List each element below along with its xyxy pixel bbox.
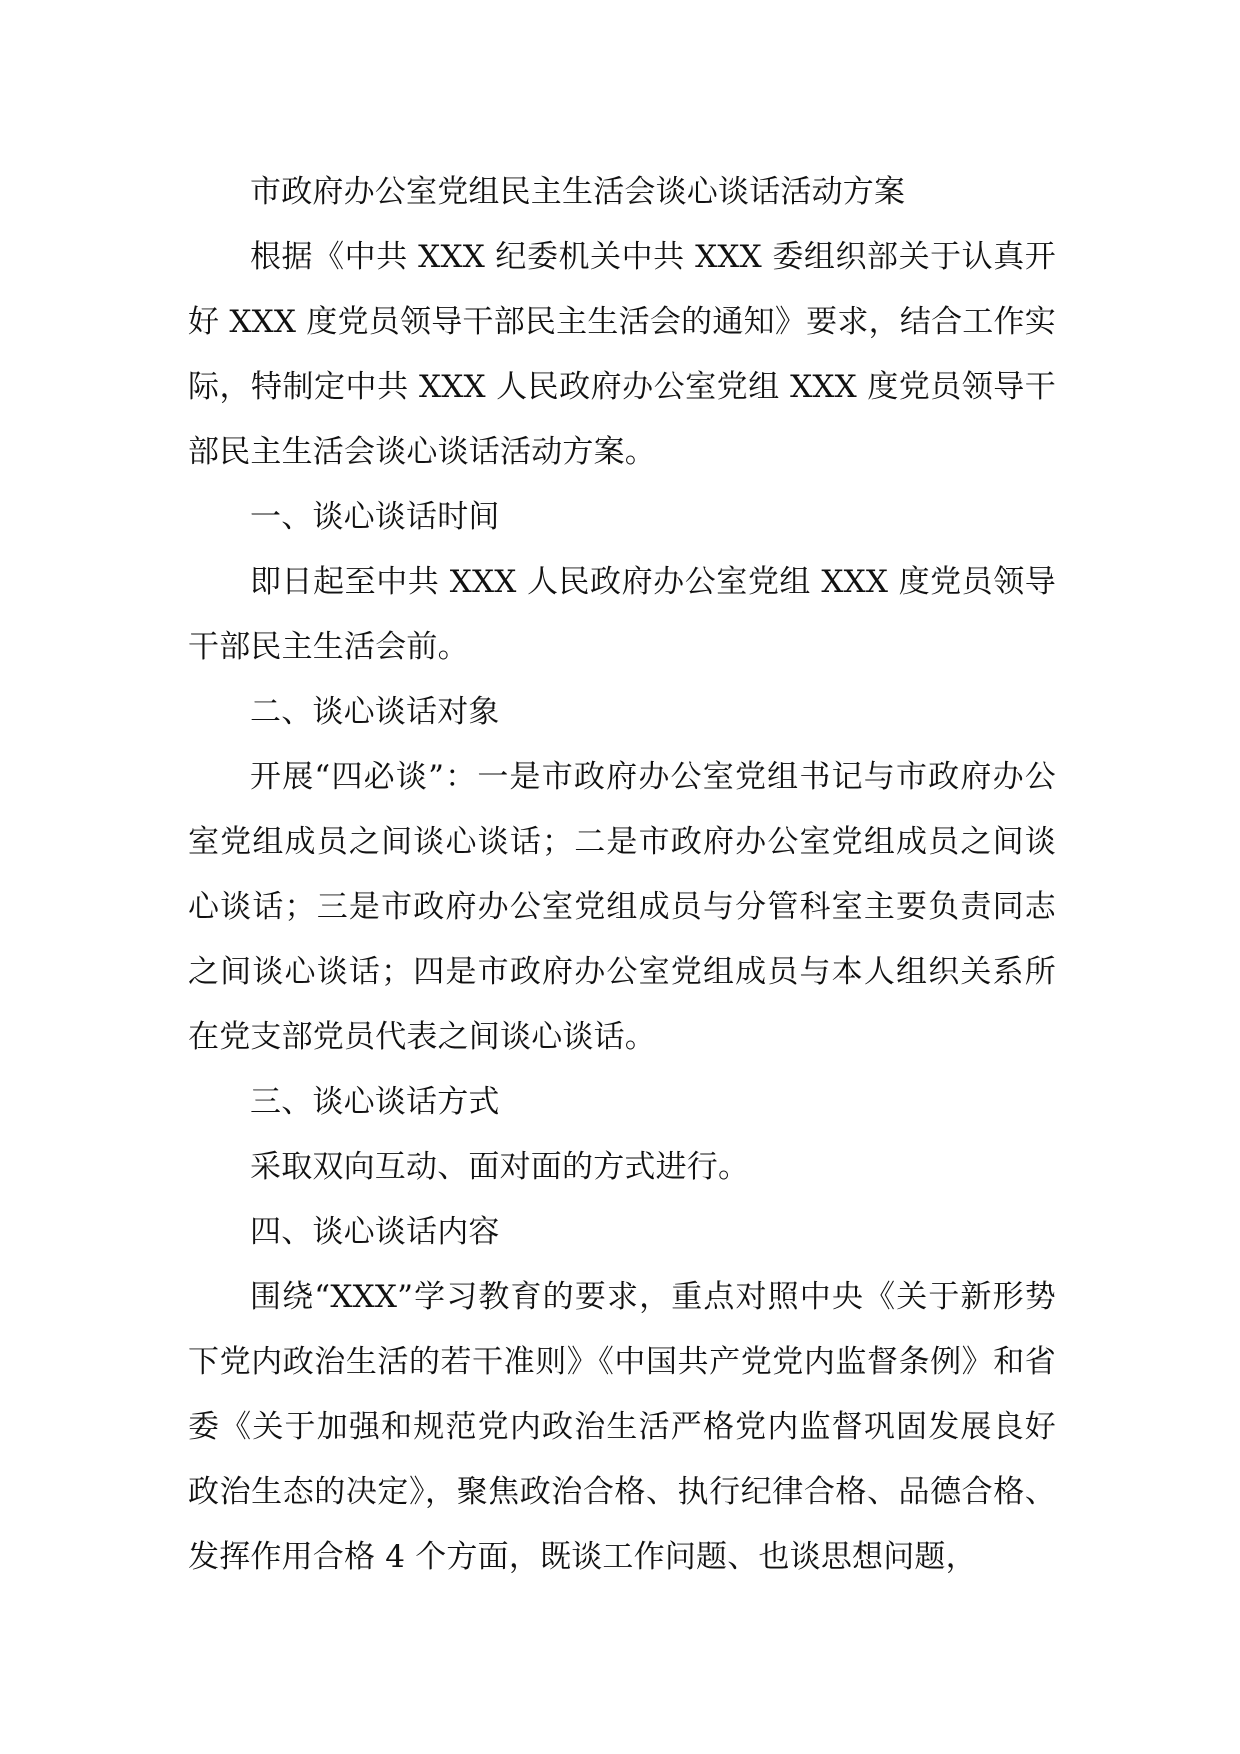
section-body-method: 采取双向互动、面对面的方式进行。 [250, 1149, 750, 1185]
section-body-targets: 开展“四必谈”：一是市政府办公室党组书记与市政府办公室党组成员之间谈心谈话；二是市政府办公室党组成员之间谈心谈话；三是市政府办公室党组成员与分管科室主要负责同志之间谈心谈话；四是市政府办公室党组成员与本人组织关系所在党支部党员代表之间谈心谈话。 [188, 759, 1056, 1055]
section-heading-method: 三、谈心谈话方式 [250, 1084, 500, 1120]
document-title: 市政府办公室党组民主生活会谈心谈话活动方案 [250, 174, 906, 210]
section-body-time: 即日起至中共 XXX 人民政府办公室党组 XXX 度党员领导干部民主生活会前。 [188, 564, 1056, 665]
section-heading-time: 一、谈心谈话时间 [250, 499, 500, 535]
intro-paragraph: 根据《中共 XXX 纪委机关中共 XXX 委组织部关于认真开好 XXX 度党员领导干部民主生活会的通知》要求，结合工作实际，特制定中共 XXX 人民政府办公室党组 XXX 度党员领导干部民主生活会谈心谈话活动方案。 [188, 239, 1056, 470]
section-heading-content: 四、谈心谈话内容 [250, 1214, 500, 1250]
section-heading-targets: 二、谈心谈话对象 [250, 694, 500, 730]
section-body-content: 围绕“XXX”学习教育的要求，重点对照中央《关于新形势下党内政治生活的若干准则》《中国共产党党内监督条例》和省委《关于加强和规范党内政治生活严格党内监督巩固发展良好政治生态的决定》，聚焦政治合格、执行纪律合格、品德合格、发挥作用合格 4 个方面，既谈工作问题、也谈思想问题， [188, 1279, 1056, 1575]
document-body [188, 160, 1056, 1590]
